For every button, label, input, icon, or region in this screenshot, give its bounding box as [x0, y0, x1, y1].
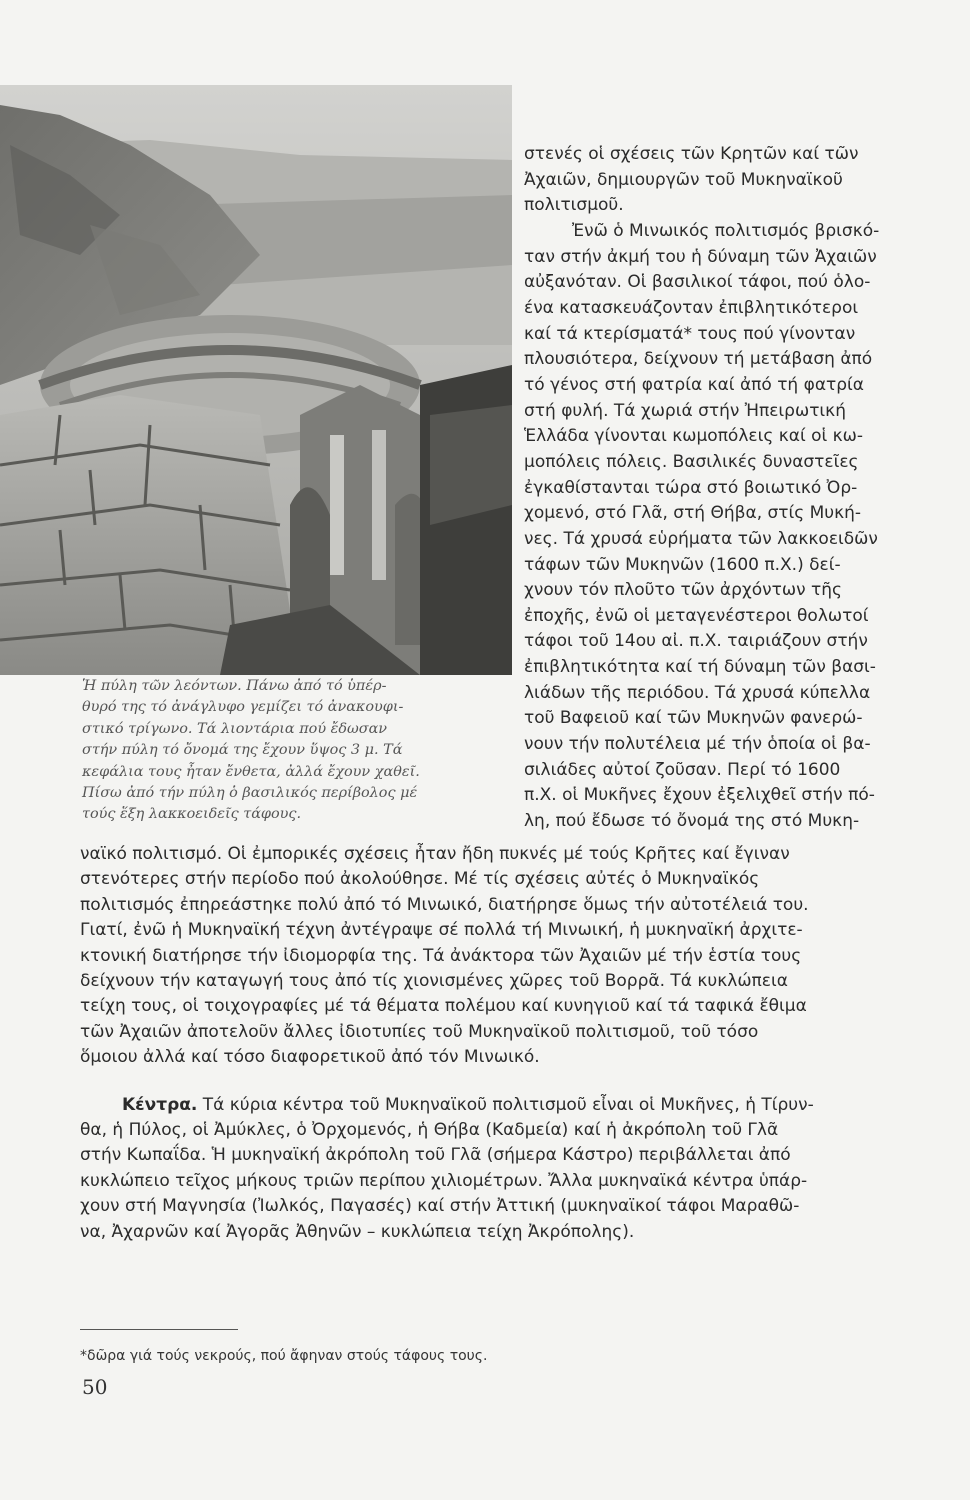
body-line: χομενό, στό Γλᾶ, στή Θήβα, στίς Μυκή- — [524, 503, 862, 524]
body-line: ένα κατασκευάζονταν ἐπιβλητικότεροι — [524, 297, 859, 318]
body-line: Ἐνῶ ὁ Μινωικός πολιτισμός βρισκό- — [572, 220, 880, 241]
body-line: πολιτισμοῦ. — [524, 195, 624, 216]
body-line: πλουσιότερα, δείχνουν τή μετάβαση ἀπό — [524, 349, 873, 370]
body-line: ναϊκό πολιτισμό. Οἱ ἐμπορικές σχέσεις ἦταν ἤδη πυκνές μέ τούς Κρῆτες καί ἔγιναν — [80, 844, 790, 864]
paragraph — [80, 1093, 940, 1245]
body-line: Ἑλλάδα γίνονται κωμοπόλεις καί οἱ κω- — [524, 426, 864, 447]
body-line: Γιατί, ἐνῶ ἡ Μυκηναϊκή τέχνη ἀντέγραψε σέ πολλά τή Μινωική, ἡ μυκηναϊκή ἀρχιτε- — [80, 920, 803, 941]
photo-caption — [82, 676, 512, 826]
caption-line: κεφάλια τους ἦταν ἔνθετα, ἀλλά ἔχουν χαθεῖ. — [82, 763, 420, 780]
footnote-divider — [80, 1329, 238, 1330]
body-line: τάφων τῶν Μυκηνῶν (1600 π.Χ.) δεί- — [524, 554, 841, 575]
page-number: 50 — [82, 1375, 108, 1399]
body-line: τάφοι τοῦ 14ου αἰ. π.Χ. ταιριάζουν στήν — [524, 631, 868, 652]
body-line: κυκλώπειο τεῖχος μήκους τριῶν περίπου χιλιομέτρων. Ἄλλα μυκηναϊκά κέντρα ὑπάρ- — [80, 1170, 808, 1191]
lion-gate-photograph — [0, 85, 512, 675]
body-line: λιάδων τῆς περιόδου. Τά χρυσά κύπελλα — [524, 682, 871, 703]
body-line: τῶν Ἀχαιῶν ἀποτελοῦν ἄλλες ἰδιοτυπίες τοῦ Μυκηναϊκοῦ πολιτισμοῦ, τοῦ τόσο — [80, 1021, 759, 1042]
right-column-text — [524, 142, 934, 835]
body-line: στήν Κωπαΐδα. Ἡ μυκηναϊκή ἀκρόπολη τοῦ Γλᾶ (σήμερα Κάστρο) περιβάλλεται ἀπό — [80, 1145, 791, 1166]
body-line: π.Χ. οἱ Μυκῆνες ἔχουν ἐξελιχθεῖ στήν πό- — [524, 785, 875, 806]
body-line: τείχη τους, οἱ τοιχογραφίες μέ τά θέματα πολέμου καί κυνηγιοῦ καί τά ταφικά ἔθιμα — [80, 996, 807, 1017]
caption-line: θυρό της τό ἀνάγλυφο γεμίζει τό ἀνακουφι- — [82, 699, 404, 716]
caption-line: Ἡ πύλη τῶν λεόντων. Πάνω ἀπό τό ὑπέρ- — [82, 678, 387, 694]
caption-line: Πίσω ἀπό τήν πύλη ὁ βασιλικός περίβολος μέ — [82, 785, 418, 802]
body-line: χνουν τόν πλοῦτο τῶν ἀρχόντων τῆς — [524, 580, 843, 601]
body-line: τοῦ Βαφειοῦ καί τῶν Μυκηνῶν φανερώ- — [524, 708, 863, 729]
body-line: να, Ἀχαρνῶν καί Ἀγορᾶς Ἀθηνῶν – κυκλώπεια τείχη Ἀκρόπολης). — [80, 1221, 635, 1242]
paragraph — [80, 842, 940, 1071]
photo-drawing — [0, 85, 512, 675]
caption-line: τούς ἕξη λακκοειδεῖς τάφους. — [82, 806, 302, 823]
body-line: στή φυλή. Τά χωριά στήν Ἠπειρωτική — [524, 400, 846, 421]
caption-line: στικό τρίγωνο. Τά λιοντάρια πού ἔδωσαν — [82, 720, 388, 737]
body-line: χουν στή Μαγνησία (Ἰωλκός, Παγασές) καί στήν Ἀττική (μυκηναϊκοί τάφοι Μαραθῶ- — [80, 1196, 800, 1217]
body-line: ταν στήν ἀκμή του ἡ δύναμη τῶν Ἀχαιῶν — [524, 246, 877, 267]
body-text: Τά κύρια κέντρα τοῦ Μυκηναϊκοῦ πολιτισμοῦ εἶναι οἱ Μυκῆνες, ἡ Τίρυν- — [197, 1094, 814, 1115]
body-line: ἐπιβλητικότητα καί τή δύναμη τῶν βασι- — [524, 657, 876, 678]
body-line: καί τά κτερίσματά* τους πού γίνονταν — [524, 323, 856, 344]
body-line — [80, 1093, 940, 1118]
body-line: μοπόλεις πόλεις. Βασιλικές δυναστεῖες — [524, 451, 859, 472]
body-line: νουν τήν πολυτέλεια μέ τήν ὁποία οἱ βα- — [524, 734, 871, 755]
body-line: Ἀχαιῶν, δημιουργῶν τοῦ Μυκηναϊκοῦ — [524, 169, 843, 190]
caption-line: στήν πύλη τό ὄνομά της ἔχουν ὕψος 3 μ. Τά — [82, 742, 403, 759]
body-line: νες. Τά χρυσά εὑρήματα τῶν λακκοειδῶν — [524, 528, 878, 549]
section-heading: Κέντρα. — [122, 1094, 198, 1115]
body-line: ἐγκαθίστανται τώρα στό βοιωτικό Ὀρ- — [524, 477, 858, 498]
body-line: πολιτισμός ἐπηρεάστηκε πολύ ἀπό τό Μινωικό, διατήρησε ὅμως τήν αὐτοτέλειά του. — [80, 894, 809, 915]
body-line: ὅμοιου ἀλλά καί τόσο διαφορετικοῦ ἀπό τόν Μινωικό. — [80, 1047, 540, 1068]
body-line: στενές οἱ σχέσεις τῶν Κρητῶν καί τῶν — [524, 144, 859, 164]
body-line: θα, ἡ Πύλος, οἱ Ἀμύκλες, ὁ Ὀρχομενός, ἡ Θήβα (Καδμεία) καί ἡ ἀκρόπολη τοῦ Γλᾶ — [80, 1120, 779, 1141]
body-line: σιλιάδες αὐτοί ζοῦσαν. Περί τό 1600 — [524, 759, 841, 780]
body-line: ἐποχῆς, ἐνῶ οἱ μεταγενέστεροι θολωτοί — [524, 605, 869, 626]
body-line: λη, πού ἔδωσε τό ὄνομά της στό Μυκη- — [524, 811, 860, 832]
footnote: *δῶρα γιά τούς νεκρούς, πού ἄφηναν στούς τάφους τους. — [80, 1348, 488, 1364]
body-line: δείχνουν τήν καταγωγή τους ἀπό τίς χιονισμένες χῶρες τοῦ Βορρᾶ. Τά κυκλώπεια — [80, 971, 788, 992]
body-line: τό γένος στή φατρία καί ἀπό τή φατρία — [524, 374, 865, 395]
body-line: αὐξανόταν. Οἱ βασιλικοί τάφοι, πού ὁλο- — [524, 272, 871, 293]
body-line: στενότερες στήν περίοδο πού ἀκολούθησε. Μέ τίς σχέσεις αὐτές ὁ Μυκηναϊκός — [80, 869, 760, 890]
full-width-text — [80, 842, 940, 1245]
body-line: κτονική διατήρησε τήν ἰδιομορφία της. Τά ἀνάκτορα τῶν Ἀχαιῶν μέ τήν ἑστία τους — [80, 945, 802, 966]
